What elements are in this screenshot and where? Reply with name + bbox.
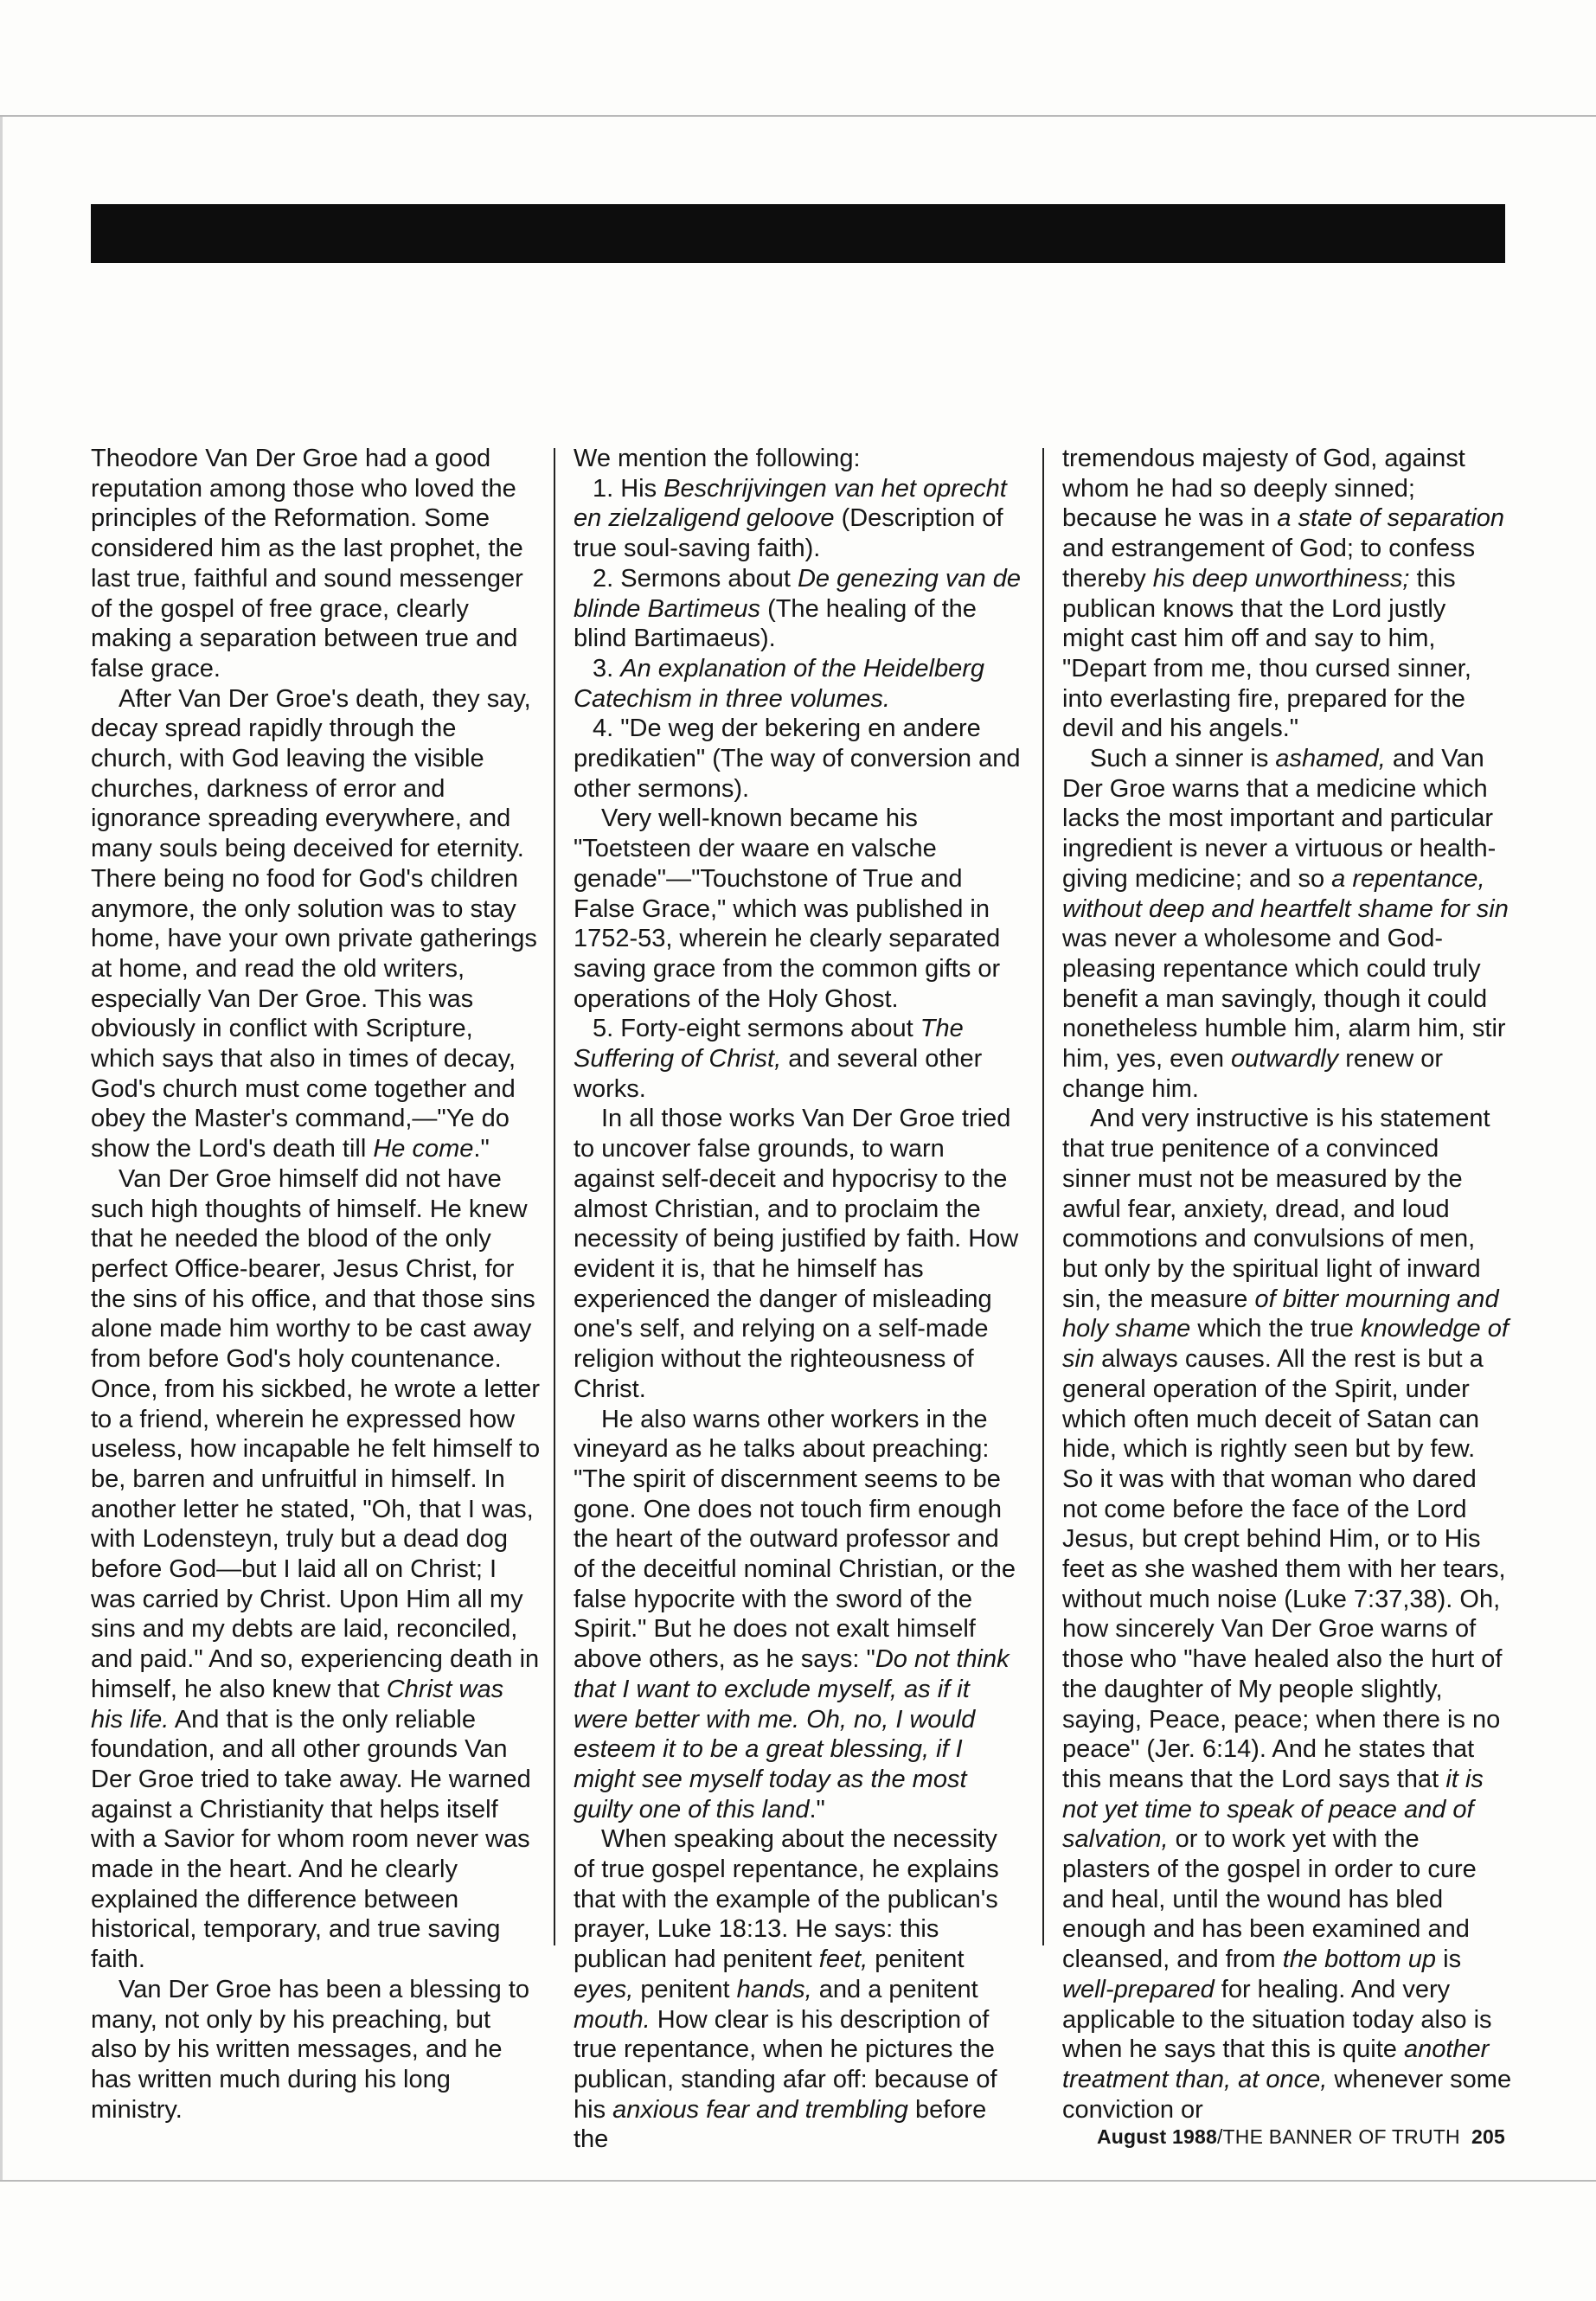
paragraph: When speaking about the necessity of true gospel repentance, he explains that with the example of the publican's prayer, Luke 18:13. He says: this publican had penitent feet, penitent eyes, penitent hands, and a penitent mouth. How clear is his description of true repentance, when he pictures the publican, standing afar off: because of his anxious fear and trembling before the	[574, 1825, 999, 2154]
black-header-bar	[91, 204, 1505, 263]
article-column-1	[91, 444, 541, 2125]
scan-top-edge	[0, 115, 1596, 117]
issue-date: August 1988	[1096, 2125, 1217, 2148]
article-column-3	[1062, 444, 1512, 2125]
paragraph: We mention the following:	[574, 445, 861, 472]
column-divider	[554, 448, 555, 1945]
paragraph: Such a sinner is ashamed, and Van Der Groe warns that a medicine which lacks the most important and particular ingredient is never a virtuous or health-giving medicine; and so a repentance, without deep and heartfelt shame for sin was never a wholesome and God-pleasing repentance which could truly benefit a man savingly, though it could nonetheless humble him, alarm him, stir him, yes, even outwardly renew or change him.	[1062, 745, 1509, 1103]
list-item: 3. An explanation of the Heidelberg Catechism in three volumes.	[574, 654, 985, 713]
paragraph: Very well-known became his "Toetsteen der waare en valsche genade"—"Touchstone of True and False Grace," which was published in 1752-53, wherein he clearly separated saving grace from the common gifts or operations of the Holy Ghost.	[574, 804, 1001, 1013]
list-item: 4. "De weg der bekering en andere predikatien" (The way of conversion and other sermons).	[574, 715, 1021, 803]
paragraph: In all those works Van Der Groe tried to uncover false grounds, to warn against self-deceit and hypocrisy to the almost Christian, and to proclaim the necessity of being justified by faith. How evident it is, that he himself has experienced the danger of misleading one's self, and relying on a self-made religion without the righteousness of Christ.	[574, 1105, 1019, 1403]
list-item: 1. His Beschrijvingen van het oprecht en zielzaligend geloove (Description of true soul-saving faith).	[574, 474, 1007, 563]
article-column-2	[574, 444, 1023, 2155]
paragraph: Van Der Groe himself did not have such high thoughts of himself. He knew that he needed the blood of the only perfect Office-bearer, Jesus Christ, for the sins of his office, and that those sins alone made him worthy to be cast away from before God's holy countenance. Once, from his sickbed, he wrote a letter to a friend, wherein he expressed how useless, how incapable he felt himself to be, barren and unfruitful in himself. In another letter he stated, "Oh, that I was, with Lodensteyn, truly but a dead dog before God—but I laid all on Christ; I was carried by Christ. Upon Him all my sins and my debts are laid, reconciled, and paid." And so, experiencing death in himself, he also knew that Christ was his life. And that is the only reliable foundation, and all other grounds Van Der Groe tried to take away. He warned against a Christianity that helps itself with a Savior for whom room never was made in the heart. And he clearly explained the difference between historical, temporary, and true saving faith.	[91, 1164, 541, 1974]
list-item: 2. Sermons about De genezing van de blinde Bartimeus (The healing of the blind Bartimaeus).	[574, 564, 1021, 653]
page-footer	[1097, 2125, 1505, 2149]
page-number: 205	[1471, 2125, 1505, 2148]
magazine-title: THE BANNER OF TRUTH	[1222, 2125, 1460, 2148]
list-item: 5. Forty-eight sermons about The Suffering of Christ, and several other works.	[574, 1015, 983, 1103]
paragraph: After Van Der Groe's death, they say, decay spread rapidly through the church, with God leaving the visible churches, darkness of error and ignorance spreading everywhere, and many souls being deceived for eternity. There being no food for God's children anymore, the only solution was to stay home, have your own private gatherings at home, and read the old writers, especially Van Der Groe. This was obviously in conflict with Scripture, which says that also in times of decay, God's church must come together and obey the Master's command,—"Ye do show the Lord's death till He come."	[91, 684, 537, 1163]
scan-bottom-edge	[0, 2180, 1596, 2182]
paragraph: tremendous majesty of God, against whom he had so deeply sinned; because he was in a state of separation and estrangement of God; to confess thereby his deep unworthiness; this publican knows that the Lord justly might cast him off and say to him, "Depart from me, thou cursed sinner, into everlasting fire, prepared for the devil and his angels."	[1062, 445, 1505, 743]
footer-separator: /	[1216, 2125, 1223, 2148]
scan-left-edge	[0, 117, 3, 2180]
paragraph: Theodore Van Der Groe had a good reputation among those who loved the principles of the Reformation. Some considered him as the last prophet, the last true, faithful and sound messenger of the gospel of free grace, clearly making a separation between true and false grace.	[91, 445, 523, 683]
column-divider	[1042, 448, 1044, 1945]
paragraph: He also warns other workers in the vineyard as he talks about preaching: "The spirit of discernment seems to be gone. One does not touch firm enough the heart of the outward professor and of the deceitful nominal Christian, or the false hypocrite with the sword of the Spirit." But he does not exalt himself above others, as he says: "Do not think that I want to exclude myself, as if it were better with me. Oh, no, I would esteem it to be a great blessing, if I might see myself today as the most guilty one of this land."	[574, 1405, 1016, 1823]
paragraph: And very instructive is his statement that true penitence of a convinced sinner must not be measured by the awful fear, anxiety, dread, and loud commotions and convulsions of men, but only by the spiritual light of inward sin, the measure of bitter mourning and holy shame which the true knowledge of sin always causes. All the rest is but a general operation of the Spirit, under which often much deceit of Satan can hide, which is rightly seen but by few. So it was with that woman who dared not come before the face of the Lord Jesus, but crept behind Him, or to His feet as she washed them with her tears, without much noise (Luke 7:37,38). Oh, how sincerely Van Der Groe warns of those who "have healed also the hurt of the daughter of My people slightly, saying, Peace, peace; when there is no peace" (Jer. 6:14). And he states that this means that the Lord says that it is not yet time to speak of peace and of salvation, or to work yet with the plasters of the gospel in order to cure and heal, until the wound has bled enough and has been examined and cleansed, and from the bottom up is well-prepared for healing. And very applicable to the situation today also is when he says that this is quite another treatment than, at once, whenever some conviction or	[1062, 1105, 1512, 2124]
paragraph: Van Der Groe has been a blessing to many, not only by his preaching, but also by his written messages, and he has written much during his long ministry.	[91, 1975, 530, 2124]
